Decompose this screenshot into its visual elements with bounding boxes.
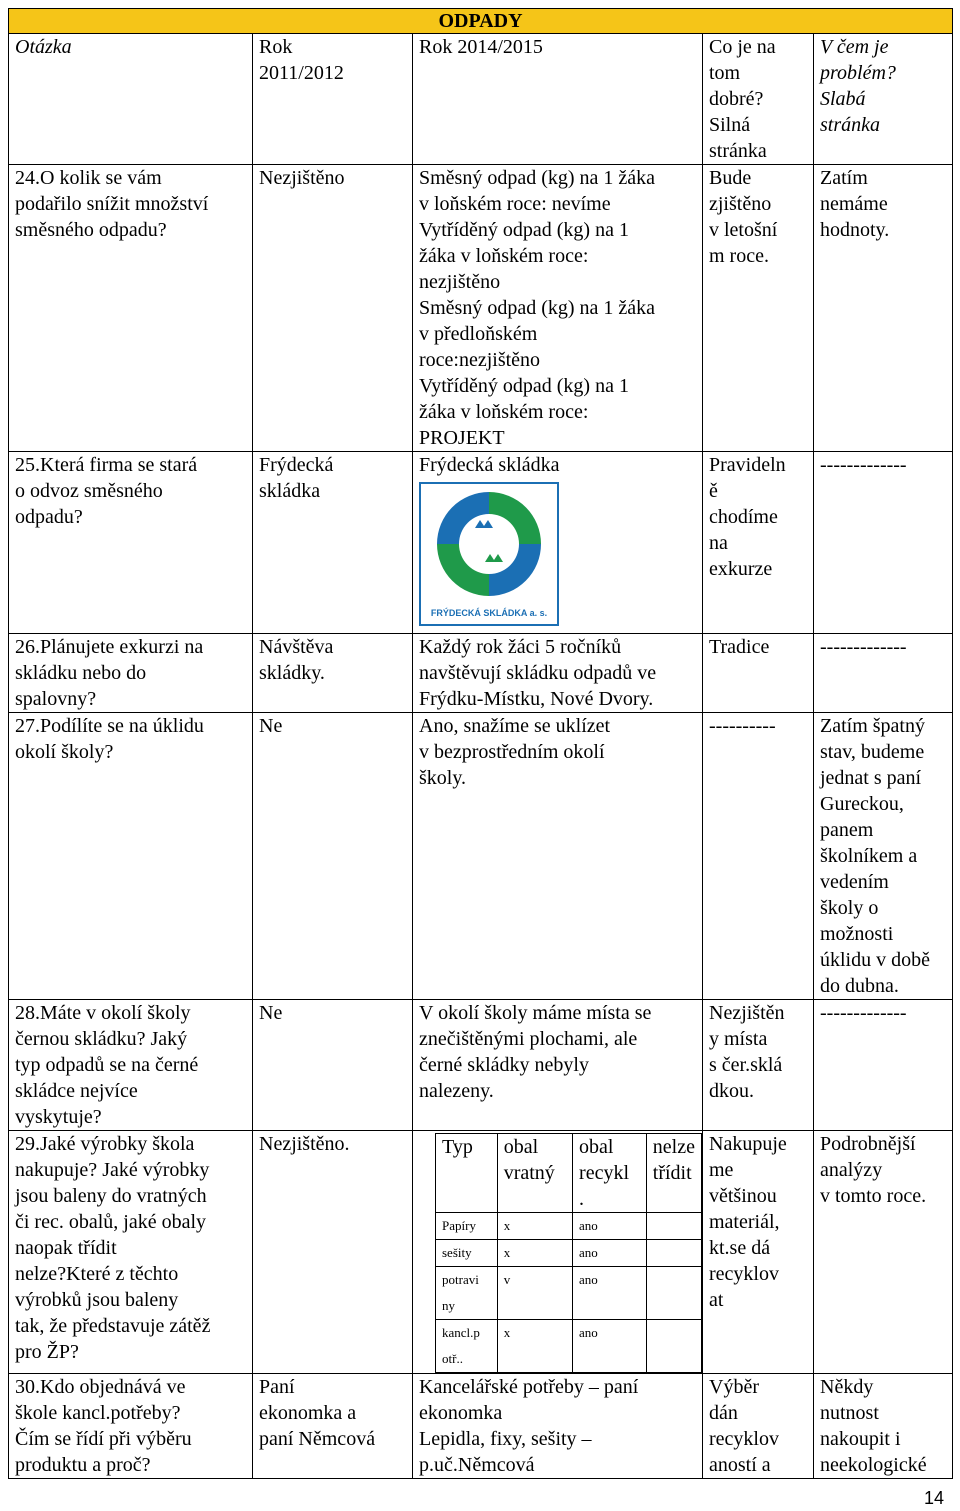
- inner-header: nelze třídit: [646, 1134, 701, 1213]
- waste-table: [8, 8, 953, 1479]
- good-cell: Tradice: [703, 634, 814, 713]
- inner-cell: x: [497, 1240, 572, 1267]
- good-cell: Bude zjištěno v letošní m roce.: [703, 165, 814, 452]
- header-year2: Rok 2014/2015: [413, 34, 703, 165]
- year2-cell: V okolí školy máme místa se znečištěnými plochami, ale černé skládky nebyly nalezeny.: [413, 1000, 703, 1131]
- inner-cell: [646, 1320, 701, 1373]
- year1-cell: Nezjištěno.: [253, 1131, 413, 1374]
- question-cell: 27.Podílíte se na úklidu okolí školy?: [9, 713, 253, 1000]
- problem-cell: -------------: [814, 452, 953, 634]
- header-row: [9, 34, 953, 165]
- document: [8, 8, 952, 1479]
- inner-header: Typ: [436, 1134, 498, 1213]
- year1-cell: Nezjištěno: [253, 165, 413, 452]
- question-cell: 29.Jaké výrobky škola nakupuje? Jaké výrobky jsou baleny do vratných či rec. obalů, jaké obaly naopak třídit nelze?Které z těchto výrobků jsou baleny tak, že představuje zátěž pro ŽP?: [9, 1131, 253, 1374]
- year2-cell: Ano, snažíme se uklízet v bezprostředním okolí školy.: [413, 713, 703, 1000]
- question-cell: 26.Plánujete exkurzi na skládku nebo do spalovny?: [9, 634, 253, 713]
- inner-header: obal recykl .: [573, 1134, 647, 1213]
- table-row: [9, 452, 953, 634]
- question-cell: 30.Kdo objednává ve škole kancl.potřeby? Čím se řídí při výběru produktu a proč?: [9, 1374, 253, 1479]
- good-cell: Nezjištěn y místa s čer.sklá dkou.: [703, 1000, 814, 1131]
- table-row: [9, 634, 953, 713]
- inner-cell: potravi ny: [436, 1267, 498, 1320]
- good-cell: Nakupuje me většinou materiál, kt.se dá recyklov at: [703, 1131, 814, 1374]
- inner-cell: x: [497, 1320, 572, 1373]
- year1-cell: Ne: [253, 1000, 413, 1131]
- table-title: ODPADY: [9, 9, 953, 34]
- inner-cell: kancl.p otř..: [436, 1320, 498, 1373]
- header-year1: Rok 2011/2012: [253, 34, 413, 165]
- problem-cell: Zatím nemáme hodnoty.: [814, 165, 953, 452]
- inner-cell: x: [497, 1213, 572, 1240]
- problem-cell: Zatím špatný stav, budeme jednat s paní Gureckou, panem školníkem a vedením školy o možnosti úklidu v době do dubna.: [814, 713, 953, 1000]
- problem-cell: Podrobnější analýzy v tomto roce.: [814, 1131, 953, 1374]
- header-question: Otázka: [9, 34, 253, 165]
- frydecka-skladka-logo: [419, 482, 559, 626]
- inner-cell: [646, 1267, 701, 1320]
- good-cell: Pravideln ě chodíme na exkurze: [703, 452, 814, 634]
- problem-cell: Někdy nutnost nakoupit i neekologické: [814, 1374, 953, 1479]
- inner-cell: Papíry: [436, 1213, 498, 1240]
- inner-cell: ano: [573, 1240, 647, 1267]
- question-cell: 28.Máte v okolí školy černou skládku? Jaký typ odpadů se na černé skládce nejvíce vyskytuje?: [9, 1000, 253, 1131]
- table-row: [9, 1374, 953, 1479]
- header-good-text: Co je na tom dobré? Silná stránka: [709, 36, 776, 162]
- inner-header: obal vratný: [497, 1134, 572, 1213]
- good-cell: ----------: [703, 713, 814, 1000]
- year1-cell: Ne: [253, 713, 413, 1000]
- question-cell: 24.O kolik se vám podařilo snížit množství směsného odpadu?: [9, 165, 253, 452]
- year2-cell: Směsný odpad (kg) na 1 žáka v loňském roce: nevíme Vytříděný odpad (kg) na 1 žáka v loňském roce: nezjištěno Směsný odpad (kg) na 1 žáka v předloňském roce:nezjištěno Vytříděný odpad (kg) na 1 žáka v loňském roce: PROJEKT: [413, 165, 703, 452]
- inner-cell: ano: [573, 1267, 647, 1320]
- page-number: 14: [923, 1488, 944, 1508]
- inner-cell: [646, 1240, 701, 1267]
- problem-cell: -------------: [814, 1000, 953, 1131]
- inner-cell: ano: [573, 1213, 647, 1240]
- table-row: [9, 1131, 953, 1374]
- table-row: [9, 713, 953, 1000]
- inner-cell: ano: [573, 1320, 647, 1373]
- table-row: [9, 1000, 953, 1131]
- table-row: [9, 165, 953, 452]
- packaging-table: [435, 1133, 702, 1373]
- problem-cell: -------------: [814, 634, 953, 713]
- good-cell: Výběr dán recyklov aností a: [703, 1374, 814, 1479]
- logo-text: FRÝDECKÁ SKLÁDKA a. s.: [430, 608, 548, 618]
- header-problem: V čem je problém? Slabá stránka: [814, 34, 953, 165]
- inner-cell: v: [497, 1267, 572, 1320]
- year2-cell: [413, 452, 703, 634]
- question-cell: 25.Která firma se stará o odvoz směsného odpadu?: [9, 452, 253, 634]
- year1-cell: Paní ekonomka a paní Němcová: [253, 1374, 413, 1479]
- year2-text: Frýdecká skládka: [419, 454, 560, 476]
- year1-cell: Frýdecká skládka: [253, 452, 413, 634]
- inner-cell: [646, 1213, 701, 1240]
- year2-cell: [413, 1131, 703, 1374]
- year2-cell: Každý rok žáci 5 ročníků navštěvují skládku odpadů ve Frýdku-Místku, Nové Dvory.: [413, 634, 703, 713]
- inner-cell: sešity: [436, 1240, 498, 1267]
- year2-cell: Kancelářské potřeby – paní ekonomka Lepidla, fixy, sešity – p.uč.Němcová: [413, 1374, 703, 1479]
- year1-cell: Návštěva skládky.: [253, 634, 413, 713]
- header-good: [703, 34, 814, 165]
